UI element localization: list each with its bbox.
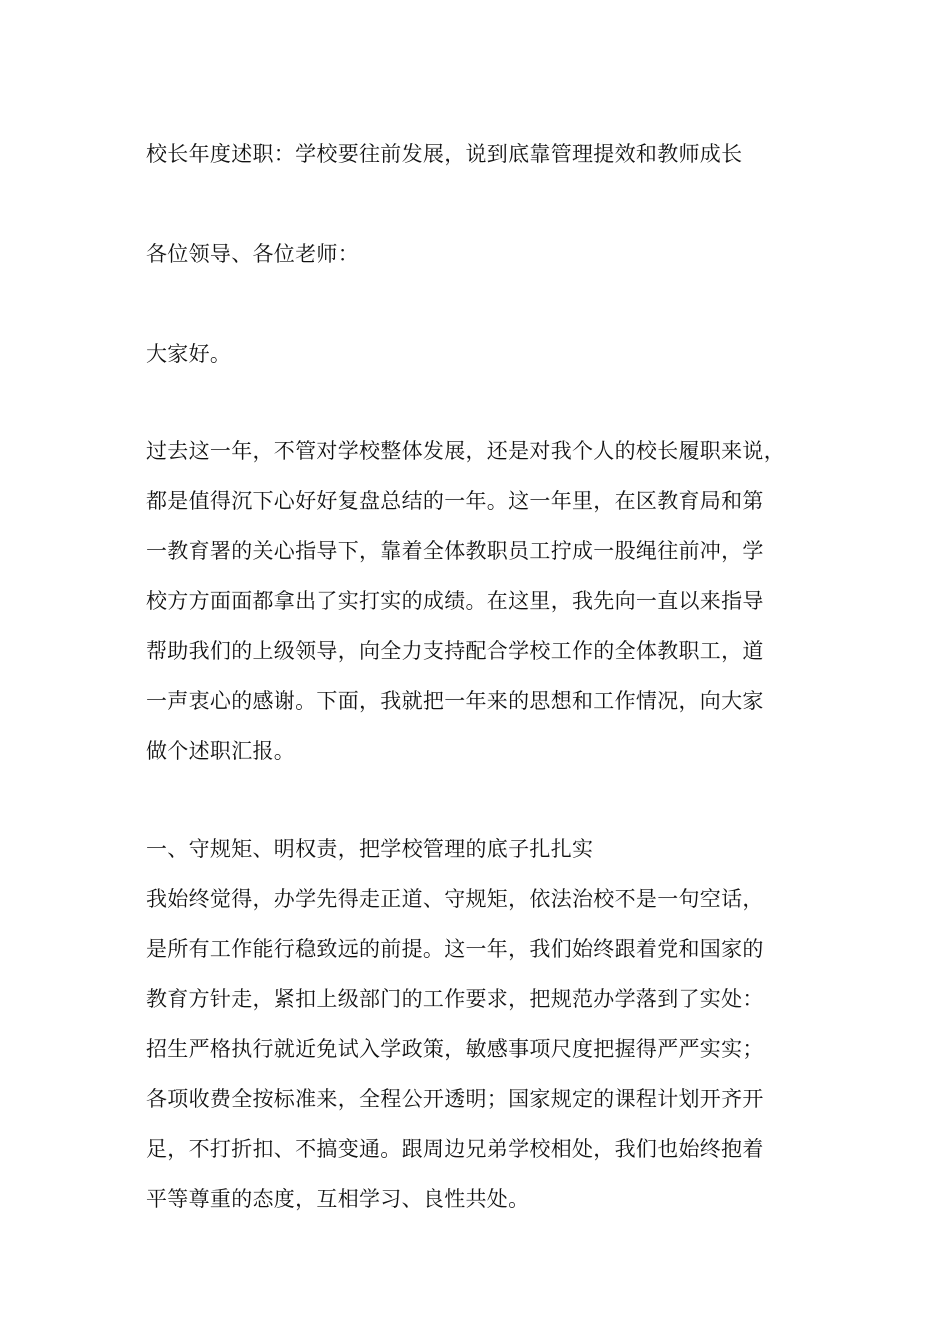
- intro-line: 校方方面面都拿出了实打实的成绩。在这里，我先向一直以来指导: [146, 589, 764, 613]
- intro-line: 都是值得沉下心好好复盘总结的一年。这一年里，在区教育局和第: [146, 489, 764, 513]
- greeting: 大家好。: [146, 342, 232, 366]
- section-line: 招生严格执行就近免试入学政策，敏感事项尺度把握得严严实实；: [146, 1037, 764, 1061]
- section-line: 教育方针走，紧扣上级部门的工作要求，把规范办学落到了实处：: [146, 987, 764, 1011]
- salutation: 各位领导、各位老师：: [146, 242, 359, 266]
- section-line: 是所有工作能行稳致远的前提。这一年，我们始终跟着党和国家的: [146, 937, 764, 961]
- section-line: 足，不打折扣、不搞变通。跟周边兄弟学校相处，我们也始终抱着: [146, 1137, 764, 1161]
- document-title: 校长年度述职：学校要往前发展，说到底靠管理提效和教师成长: [146, 142, 743, 166]
- section-line: 各项收费全按标准来，全程公开透明；国家规定的课程计划开齐开: [146, 1087, 764, 1111]
- section-line: 我始终觉得，办学先得走正道、守规矩，依法治校不是一句空话，: [146, 887, 764, 911]
- intro-line: 一教育署的关心指导下，靠着全体教职员工拧成一股绳往前冲，学: [146, 539, 764, 563]
- section-heading: 一、守规矩、明权责，把学校管理的底子扎扎实: [146, 837, 594, 861]
- intro-line: 帮助我们的上级领导，向全力支持配合学校工作的全体教职工，道: [146, 639, 764, 663]
- section-line: 平等尊重的态度，互相学习、良性共处。: [146, 1187, 530, 1211]
- intro-line: 一声衷心的感谢。下面，我就把一年来的思想和工作情况，向大家: [146, 689, 764, 713]
- intro-line: 做个述职汇报。: [146, 739, 296, 763]
- intro-line: 过去这一年，不管对学校整体发展，还是对我个人的校长履职来说，: [146, 439, 785, 463]
